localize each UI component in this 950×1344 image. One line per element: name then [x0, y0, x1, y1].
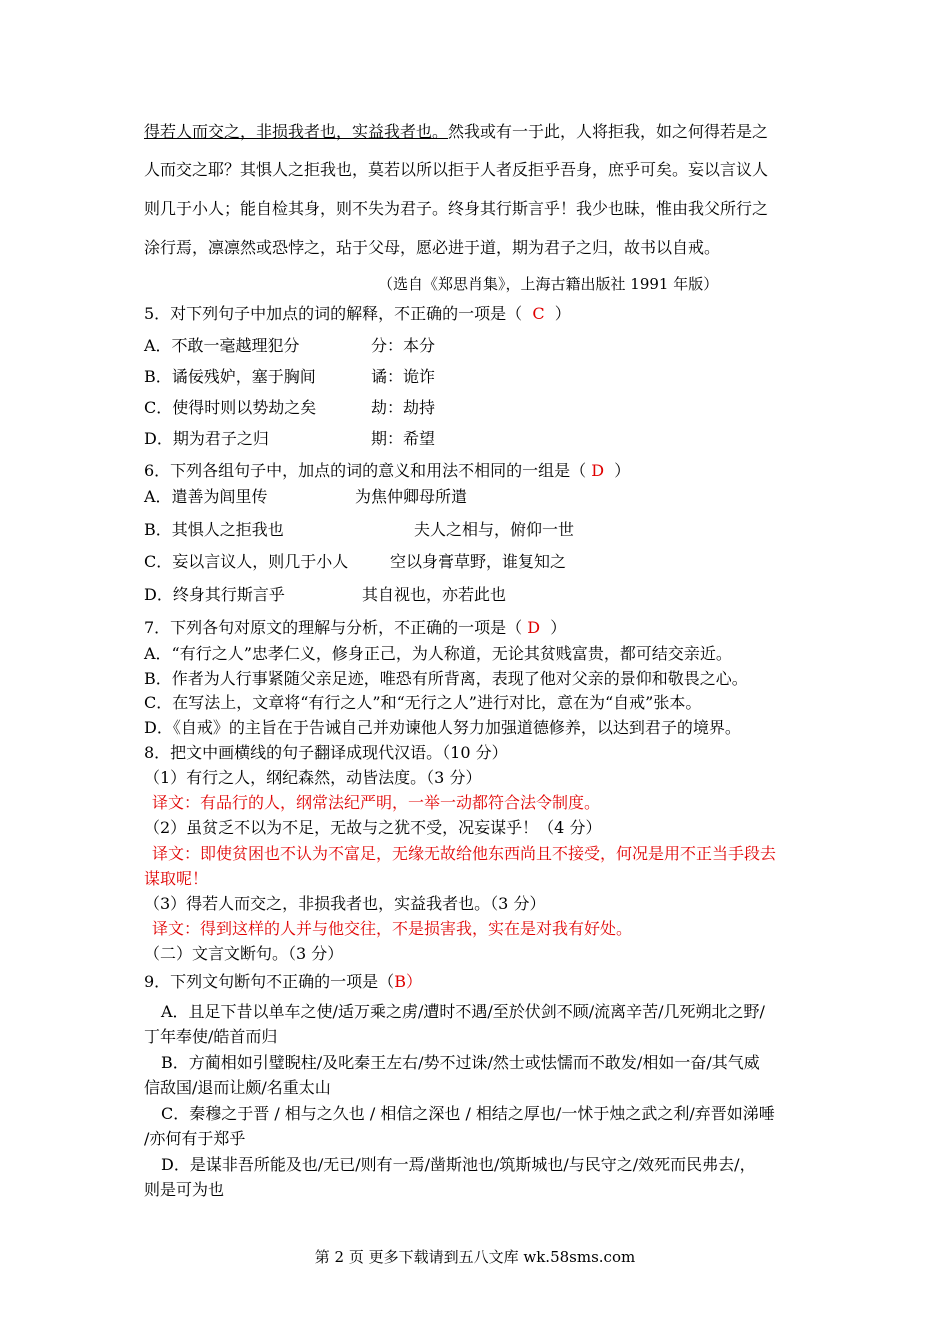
- q5-close: ）: [554, 304, 571, 323]
- q5-stem: [144, 304, 571, 324]
- q5-stem-text: 5．对下列句子中加点的词的解释，不正确的一项是（: [144, 304, 523, 323]
- page-footer: 第 2 页 更多下载请到五八文库 wk.58sms.com: [314, 1248, 636, 1266]
- q9-option-d-line-1: D．是谋非吾所能及也/无已/则有一焉/凿斯池也/筑斯城也/与民守之/效死而民弗去/，: [161, 1155, 756, 1174]
- q6-answer: D: [591, 461, 605, 480]
- q9-stem-text: 9．下列文句断句不正确的一项是（: [144, 972, 395, 991]
- q7-option-d: D．《自戒》的主旨在于告诫自己并劝谏他人努力加强道德修养，以达到君子的境界。: [144, 718, 741, 737]
- passage-line-1: [144, 122, 768, 142]
- q6-stem-text: 6．下列各组句子中，加点的词的意义和用法不相同的一组是（: [144, 461, 587, 480]
- q7-stem: [144, 618, 566, 638]
- q9-option-b-line-2: 信敌国/退而让颇/名重太山: [144, 1078, 331, 1097]
- q9-option-a-line-2: 丁年奉使/皓首而归: [144, 1027, 278, 1046]
- q5-gloss-b: 谲：诡诈: [371, 367, 436, 386]
- q8-stem: 8．把文中画横线的句子翻译成现代汉语。（10 分）: [144, 743, 508, 762]
- q6-option-b-right: 夫人之相与，俯仰一世: [414, 520, 575, 539]
- q7-option-c: C．在写法上，文章将“有行之人”和“无行之人”进行对比，意在为“自戒”张本。: [144, 693, 702, 712]
- passage-line-3: 则几于小人；能自检其身，则不失为君子。终身其行斯言乎！我少也昧，惟由我父所行之: [144, 199, 769, 218]
- section-heading: （二）文言文断句。（3 分）: [144, 944, 344, 963]
- passage-source: （选自《郑思肖集》，上海古籍出版社 1991 年版）: [378, 275, 719, 293]
- q6-option-d-left: D．终身其行斯言乎: [144, 585, 285, 604]
- q7-stem-text: 7．下列各句对原文的理解与分析，不正确的一项是（: [144, 618, 523, 637]
- q5-d-sentence: D．期为君子之归: [144, 429, 269, 448]
- q5-option-c: [144, 398, 316, 418]
- q7-close: ）: [550, 618, 567, 637]
- q5-c-sentence: C．使得时则以势劫之矣: [144, 398, 317, 417]
- passage-line-4: 涂行焉，凛凛然或恐悖之，玷于父母，愿必进于道，期为君子之归，故书以自戒。: [144, 238, 721, 257]
- q6-stem: [144, 461, 630, 481]
- q8-answer-2-line-1: 译文：即使贫困也不认为不富足，无缘无故给他东西尚且不接受，何况是用不正当手段去: [152, 844, 777, 863]
- q9-option-c-line-2: /亦何有于郑乎: [144, 1129, 246, 1148]
- q5-gloss-c: 劫：劫持: [371, 398, 436, 417]
- q5-gloss-d: 期：希望: [371, 429, 436, 448]
- q9-option-c-line-1: C．秦穆之于晋 / 相与之久也 / 相信之深也 / 相结之厚也/一怵于烛之武之利/弃晋如涕唾: [161, 1104, 775, 1123]
- q8-sentence-3: （3）得若人而交之，非损我者也，实益我者也。（3 分）: [144, 894, 546, 913]
- q5-option-d: [144, 429, 269, 449]
- q8-answer-2-line-2: 谋取呢！: [144, 869, 209, 888]
- q5-a-sentence: A．不敢一毫越理犯分: [144, 336, 300, 355]
- q7-answer: D: [527, 618, 541, 637]
- q9-stem: [144, 972, 422, 992]
- q5-option-a: [144, 336, 300, 356]
- passage-text: 然我或有一于此，人将拒我，如之何得若是之: [448, 122, 769, 141]
- q8-sentence-2: （2）虽贫乏不以为不足，无故与之犹不受，况妄谋乎！（4 分）: [144, 818, 602, 837]
- q8-answer-3: 译文：得到这样的人并与他交往，不是损害我，实在是对我有好处。: [152, 919, 633, 938]
- q7-option-a: A．“有行之人”忠孝仁义，修身正己，为人称道，无论其贫贱富贵，都可结交亲近。: [144, 644, 732, 663]
- q6-option-c-left: C．妄以言议人，则几于小人: [144, 552, 349, 571]
- q9-option-a-line-1: A．且足下昔以单车之使/适万乘之虏/遭时不遇/至於伏剑不顾/流离辛苦/几死朔北之野/: [161, 1002, 765, 1021]
- q5-option-b: [144, 367, 316, 387]
- q9-close: ）: [405, 972, 422, 991]
- q9-option-b-line-1: B．方蔺相如引璧睨柱/及叱秦王左右/势不过诛/然士或怯懦而不敢发/相如一奋/其气威: [161, 1053, 760, 1072]
- q9-option-d-line-2: 则是可为也: [144, 1180, 225, 1199]
- q5-answer: C: [532, 304, 545, 323]
- q8-answer-1: 译文：有品行的人，纲常法纪严明，一举一动都符合法令制度。: [152, 793, 601, 812]
- q9-answer: B: [394, 972, 406, 991]
- q6-option-d-right: 其自视也，亦若此也: [362, 585, 507, 604]
- q6-close: ）: [614, 461, 631, 480]
- q7-option-b: B．作者为人行事紧随父亲足迹，唯恐有所背离，表现了他对父亲的景仰和敬畏之心。: [144, 669, 748, 688]
- q5-b-sentence: B．谲佞残妒，塞于胸间: [144, 367, 316, 386]
- passage-line-2: 人而交之耶？其惧人之拒我也，莫若以所以拒于人者反拒乎吾身，庶乎可矣。妄以言议人: [144, 160, 769, 179]
- q6-option-a-right: 为焦仲卿母所遣: [355, 487, 468, 506]
- q6-option-a-left: A．遣善为闾里传: [144, 487, 268, 506]
- underlined-sentence: 得若人而交之，非损我者也，实益我者也。: [144, 122, 449, 141]
- q8-sentence-1: （1）有行之人，纲纪森然，动皆法度。（3 分）: [144, 768, 482, 787]
- q6-option-b-left: B．其惧人之拒我也: [144, 520, 284, 539]
- q5-gloss-a: 分：本分: [371, 336, 436, 355]
- q6-option-c-right: 空以身膏草野，谁复知之: [390, 552, 567, 571]
